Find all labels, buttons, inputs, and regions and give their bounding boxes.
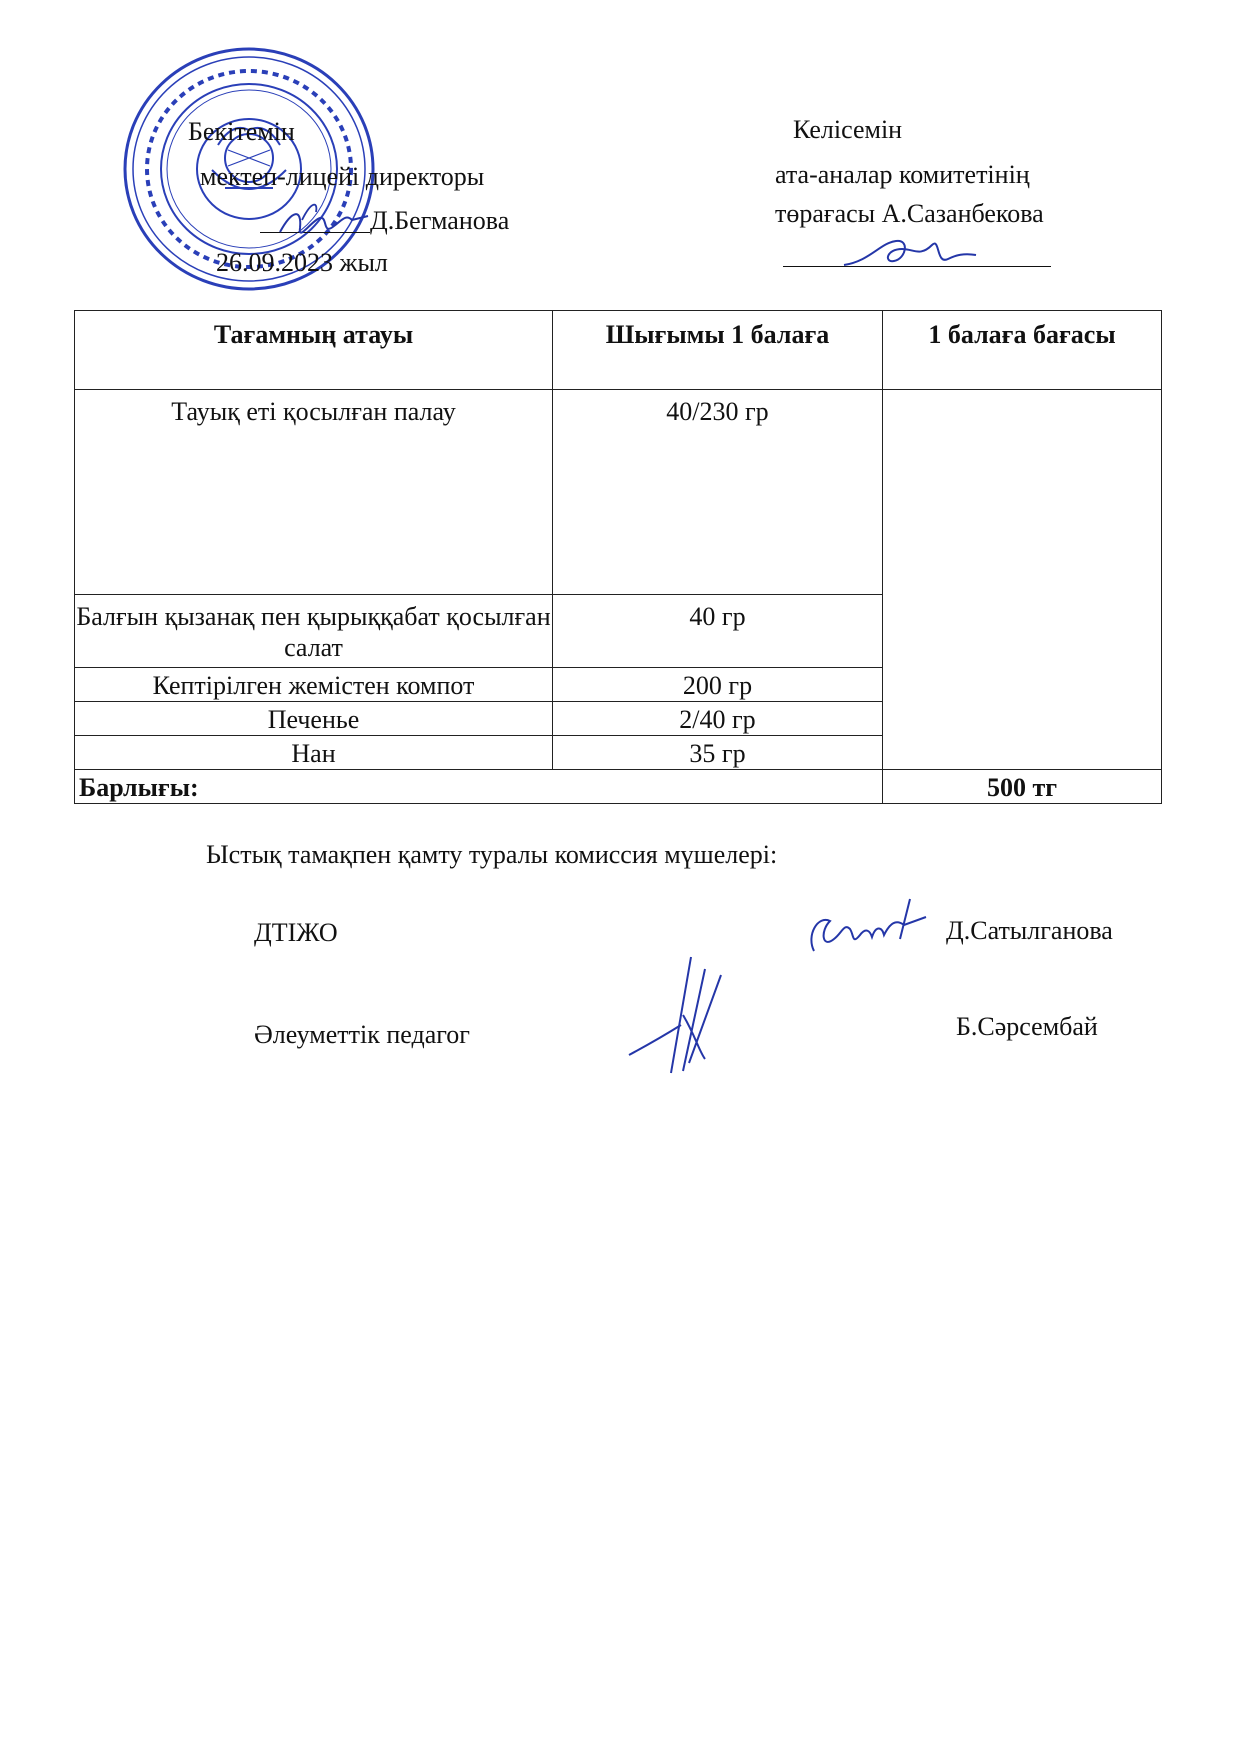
member-name: Б.Сәрсембай <box>956 1012 1098 1041</box>
commission-title: Ыстық тамақпен қамту туралы комиссия мүшелері: <box>206 840 778 869</box>
price-cell <box>883 390 1162 770</box>
agreement-name: төрағасы А.Сазанбекова <box>775 199 1044 228</box>
member-role: Әлеуметтік педагог <box>254 1020 470 1049</box>
director-signature <box>272 190 372 250</box>
approval-title: Бекітемін <box>188 117 295 146</box>
dish-name: Тауық еті қосылған палау <box>75 390 553 595</box>
member-signature <box>625 955 745 1080</box>
dish-name: Печенье <box>75 702 553 736</box>
total-label: Барлығы: <box>75 770 883 804</box>
dish-portion: 35 гр <box>553 736 883 770</box>
table-header-row <box>75 311 1162 390</box>
committee-signature <box>840 225 980 280</box>
approval-role: мектеп-лицейі директоры <box>200 162 485 191</box>
agreement-title: Келісемін <box>793 115 903 144</box>
menu-table <box>74 310 1162 804</box>
dish-name: Нан <box>75 736 553 770</box>
dish-portion: 40 гр <box>553 595 883 668</box>
member-name: Д.Сатылганова <box>946 916 1113 945</box>
dish-portion: 40/230 гр <box>553 390 883 595</box>
header-dish-name: Тағамның атауы <box>75 311 553 390</box>
agreement-role: ата-аналар комитетінің <box>775 160 1030 189</box>
dish-name: Кептірілген жемістен компот <box>75 668 553 702</box>
dish-portion: 2/40 гр <box>553 702 883 736</box>
approval-date: 26.09.2023 жыл <box>216 248 388 277</box>
member-role: ДТІЖО <box>254 918 338 947</box>
total-row <box>75 770 1162 804</box>
table-row <box>75 390 1162 595</box>
header-price: 1 балаға бағасы <box>883 311 1162 390</box>
dish-name: Балғын қызанақ пен қырыққабат қосылған салат <box>75 595 553 668</box>
approval-name: Д.Бегманова <box>370 206 510 235</box>
dish-portion: 200 гр <box>553 668 883 702</box>
member-signature <box>800 895 930 960</box>
header-portion: Шығымы 1 балаға <box>553 311 883 390</box>
total-value: 500 тг <box>883 770 1162 804</box>
